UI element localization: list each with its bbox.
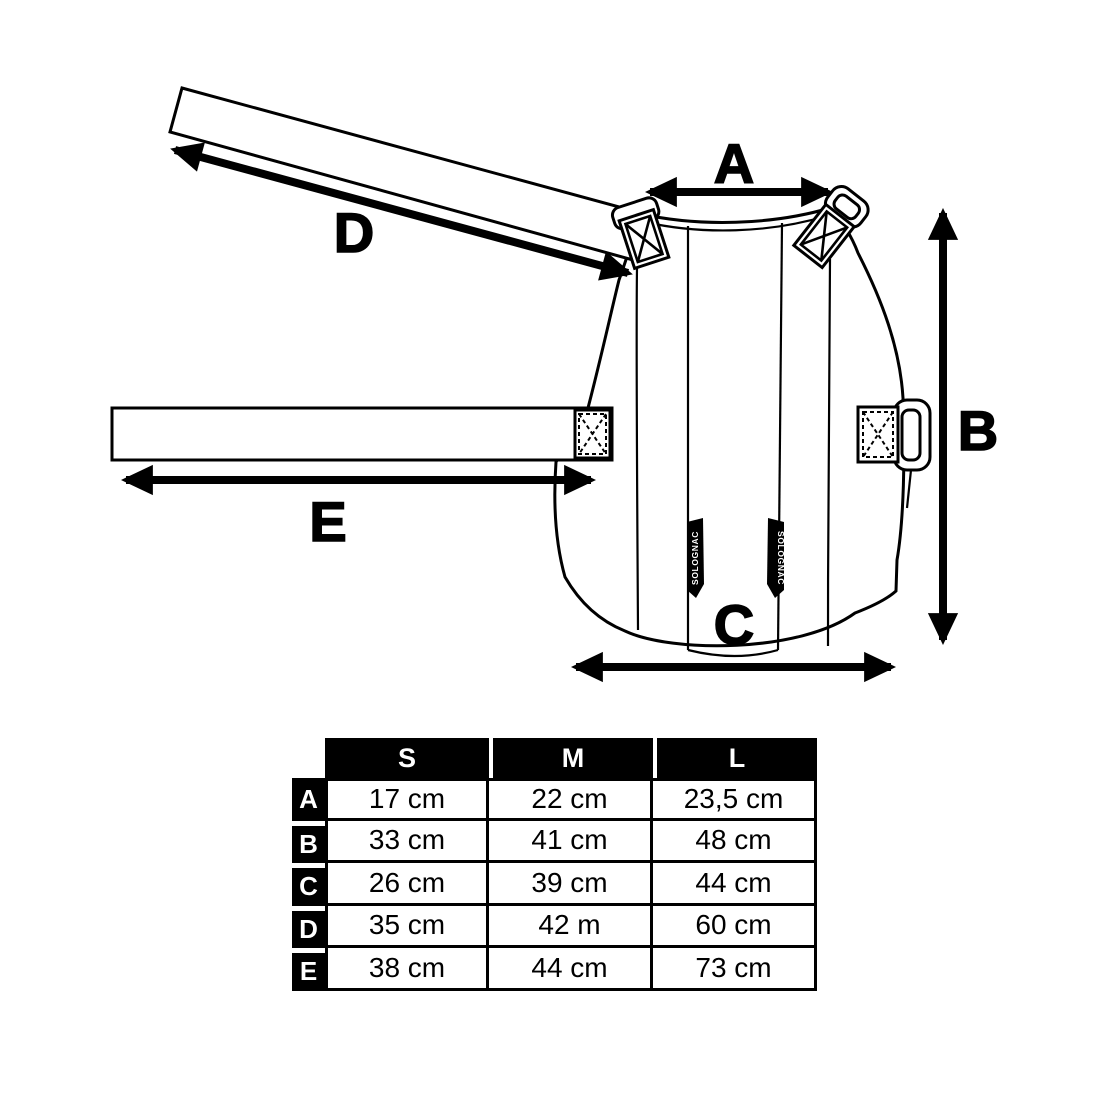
row-label-b: B: [292, 821, 325, 864]
row-label-d: D: [292, 906, 325, 949]
size-cell-a-s: 17 cm: [325, 778, 489, 821]
strap-d: [170, 88, 656, 263]
dimension-label-c: C: [713, 593, 755, 656]
dimension-label-d: D: [333, 201, 375, 264]
brand-tag-right-text: SOLOGNAC: [776, 531, 786, 585]
size-cell-a-l: 23,5 cm: [653, 778, 817, 821]
strap-e: [112, 408, 612, 460]
brand-tag-left-text: SOLOGNAC: [690, 531, 700, 585]
size-table-corner: [292, 738, 325, 778]
row-label-a: A: [292, 778, 325, 821]
row-label-e: E: [292, 948, 325, 991]
dimension-label-a: A: [713, 132, 755, 195]
row-label-c: C: [292, 863, 325, 906]
size-cell-d-m: 42 m: [489, 906, 653, 949]
size-cell-d-s: 35 cm: [325, 906, 489, 949]
size-cell-b-s: 33 cm: [325, 821, 489, 864]
size-table: [292, 738, 817, 991]
dimension-label-e: E: [309, 490, 347, 553]
size-cell-e-s: 38 cm: [325, 948, 489, 991]
size-column-header-l: L: [653, 738, 817, 778]
dimension-label-b: B: [957, 399, 999, 462]
size-cell-b-l: 48 cm: [653, 821, 817, 864]
size-column-header-s: S: [325, 738, 489, 778]
size-cell-c-m: 39 cm: [489, 863, 653, 906]
size-cell-e-m: 44 cm: [489, 948, 653, 991]
size-column-header-m: M: [489, 738, 653, 778]
size-cell-c-l: 44 cm: [653, 863, 817, 906]
size-cell-d-l: 60 cm: [653, 906, 817, 949]
size-cell-c-s: 26 cm: [325, 863, 489, 906]
size-cell-e-l: 73 cm: [653, 948, 817, 991]
size-cell-a-m: 22 cm: [489, 778, 653, 821]
size-cell-b-m: 41 cm: [489, 821, 653, 864]
strap-e-band: [112, 408, 612, 460]
